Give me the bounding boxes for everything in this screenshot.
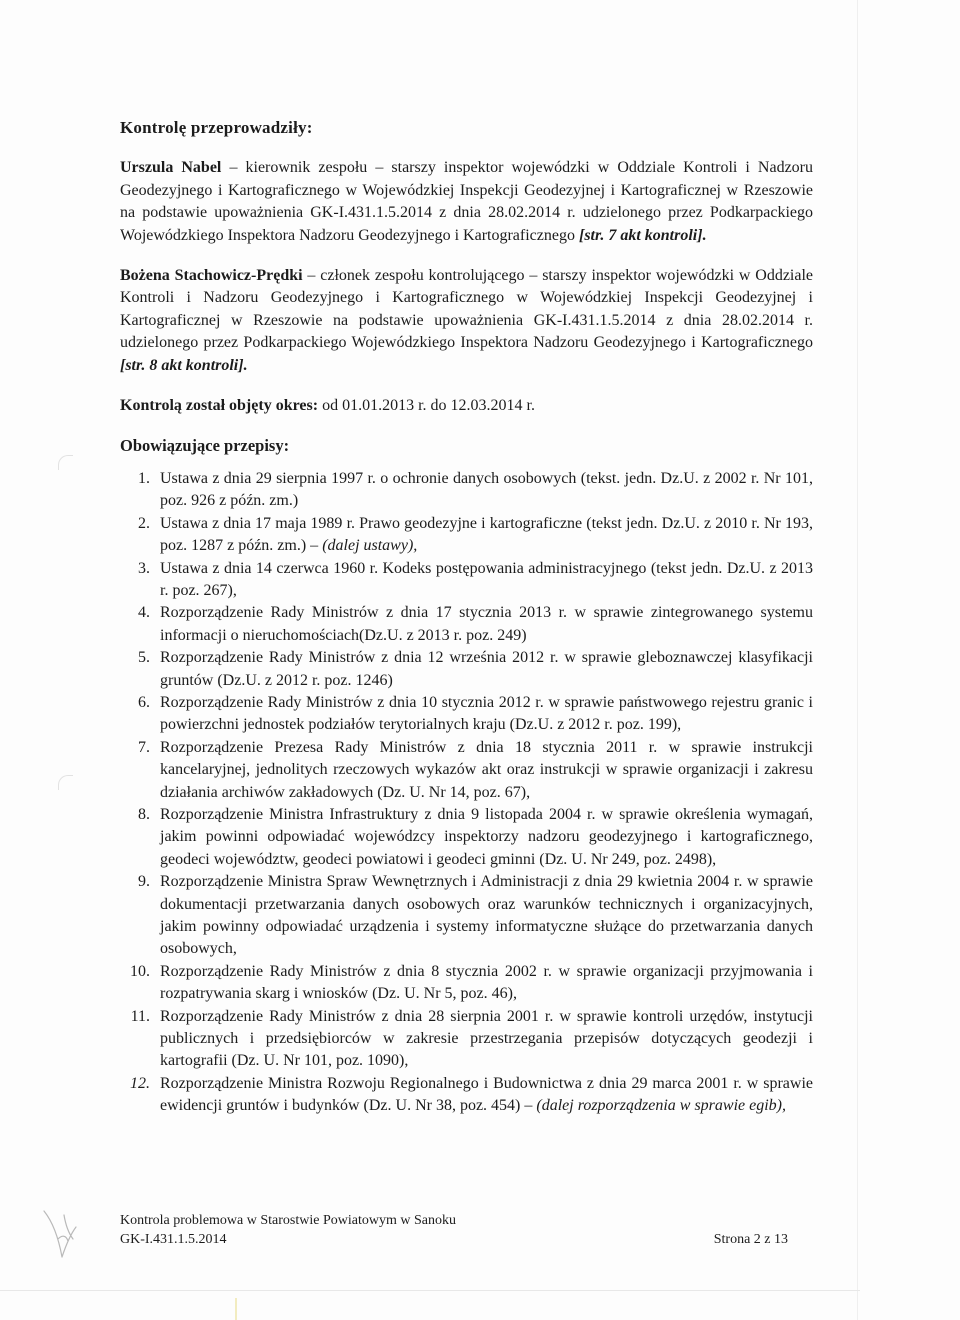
footer-title: Kontrola problemowa w Starostwie Powiatowym w Sanoku — [120, 1213, 456, 1228]
list-item — [120, 804, 813, 871]
margin-mark — [58, 775, 73, 790]
list-item-text: Rozporządzenie Rady Ministrów z dnia 12 września 2012 r. w sprawie gleboznawczej klasyfikacji gruntów (Dz.U. z 2012 r. poz. 1246) — [160, 649, 813, 689]
document-body — [120, 117, 813, 1118]
list-item-text: Rozporządzenie Rady Ministrów z dnia 17 stycznia 2013 r. w sprawie zintegrowanego systemu informacji o nieruchomościach(Dz.U. z 2013 r. poz. 249) — [160, 604, 813, 644]
list-item — [120, 871, 813, 961]
inspector-description: – kierownik zespołu – starszy inspektor wojewódzki w Oddziale Kontroli i Nadzoru Geodezyjnego i Kartograficznego w Wojewódzkiej Inspekcji Geodezyjnej i Kartograficznej w Rzeszowie na podstawie upoważnienia GK-I.431.1.5.2014 z dnia 28.02.2014 r. udzielonego przez Podkarpackiego Wojewódzkiego Inspektora Nadzoru Geodezyjnego i Kartograficznego — [120, 159, 814, 244]
list-item-number: 2. — [138, 514, 150, 532]
scan-artifact — [235, 1298, 237, 1320]
inspector-paragraph — [120, 265, 813, 377]
list-item-number: 6. — [138, 693, 150, 711]
list-item — [120, 647, 813, 692]
file-reference: [str. 8 akt kontroli]. — [120, 356, 248, 374]
section-heading: Kontrolę przeprowadziły: — [120, 118, 313, 137]
list-item-number: 11. — [130, 1007, 150, 1025]
inspector-name: Urszula Nabel — [120, 159, 222, 177]
page-footer — [120, 1211, 788, 1249]
list-item-number: 3. — [138, 559, 150, 577]
list-item-number: 4. — [138, 604, 150, 622]
handwritten-initials-mark — [40, 1205, 80, 1265]
list-item-number: 5. — [138, 649, 150, 667]
list-item-text: Rozporządzenie Rady Ministrów z dnia 10 stycznia 2012 r. w sprawie państwowego rejestru granic i powierzchni jednostek podziałów terytorialnych kraju (Dz.U. z 2012 r. poz. 199), — [160, 693, 813, 734]
list-item — [120, 961, 813, 1006]
list-item — [120, 1006, 813, 1073]
scan-bottom-line — [0, 1290, 860, 1291]
scan-edge-line — [857, 0, 858, 1320]
list-item — [120, 468, 813, 513]
inspector-description: – członek zespołu kontrolującego – starszy inspektor wojewódzki w Oddziale Kontroli i Nadzoru Geodezyjnego i Kartograficznego w Wojewódzkiej Inspekcji Geodezyjnej i Kartograficznej w Rzeszowie na podstawie upoważnienia GK-I.431.1.5.2014 z dnia 28.02.2014 r. udzielonego przez Podkarpackiego Wojewódzkiego Inspektora Nadzoru Geodezyjnego i Kartograficznego — [120, 267, 814, 352]
list-item — [120, 602, 813, 647]
list-item-text: Ustawa z dnia 17 maja 1989 r. Prawo geodezyjne i kartograficzne (tekst jedn. Dz.U. z 2010 r. Nr 193, poz. 1287 z późn. zm.) – — [160, 514, 813, 555]
footer-case-number: GK-I.431.1.5.2014 — [120, 1232, 227, 1247]
list-item-text: Rozporządzenie Rady Ministrów z dnia 8 stycznia 2002 r. w sprawie organizacji przyjmowania i rozpatrywania skarg i wniosków (Dz. U. Nr 5, poz. 46), — [160, 962, 813, 1003]
list-item-number: 10. — [130, 962, 150, 980]
list-item-number: 7. — [138, 738, 150, 756]
list-item-number: 8. — [138, 805, 150, 823]
list-item-alias: (dalej rozporządzenia w sprawie egib), — [536, 1097, 786, 1115]
control-period-label: Kontrolą został objęty okres: — [120, 397, 319, 415]
regulations-list — [120, 468, 813, 1118]
list-item — [120, 558, 813, 603]
control-period-value: od 01.01.2013 r. do 12.03.2014 r. — [318, 397, 535, 415]
list-item-number: 1. — [138, 469, 150, 487]
inspector-name: Bożena Stachowicz-Prędki — [120, 267, 303, 285]
list-item-alias: (dalej ustawy), — [322, 537, 418, 555]
file-reference: [str. 7 akt kontroli]. — [578, 226, 707, 244]
list-item-text: Rozporządzenie Ministra Spraw Wewnętrznych i Administracji z dnia 29 kwietnia 2004 r. w sprawie dokumentacji przetwarzania danych osobowych oraz warunków technicznych i organizacyjnych, jakim powinny odpowiadać urządzenia i systemy informatyczne służące do przetwarzania danych osobowych, — [160, 873, 813, 958]
list-item-number: 12. — [130, 1074, 150, 1092]
list-item — [120, 513, 813, 558]
list-item-text: Rozporządzenie Ministra Rozwoju Regionalnego i Budownictwa z dnia 29 marca 2001 r. w sprawie ewidencji gruntów i budynków (Dz. U. Nr 38, poz. 454) – — [160, 1074, 813, 1115]
inspector-paragraph — [120, 157, 813, 247]
list-item-text: Rozporządzenie Prezesa Rady Ministrów z dnia 18 stycznia 2011 r. w sprawie instrukcji kancelaryjnej, jednolitych rzeczowych wykazów akt oraz instrukcji w sprawie organizacji i zakresu działania archiwów zakładowych (Dz. U. Nr 14, poz. 67), — [160, 738, 813, 801]
list-item — [120, 1073, 813, 1118]
list-item-text: Rozporządzenie Ministra Infrastruktury z dnia 9 listopada 2004 r. w sprawie określenia wymagań, jakim powinni odpowiadać wojewódzcy inspektorzy nadzoru geodezyjnego i kartograficznego, geodeci województw, geodeci powiatowi i geodeci gminni (Dz. U. Nr 249, poz. 2498), — [160, 805, 813, 868]
list-item — [120, 737, 813, 804]
regulations-heading: Obowiązujące przepisy: — [120, 436, 290, 456]
control-period — [120, 395, 813, 417]
list-item-text: Ustawa z dnia 14 czerwca 1960 r. Kodeks postępowania administracyjnego (tekst jedn. Dz.U. z 2013 r. poz. 267), — [160, 559, 813, 599]
list-item-text: Rozporządzenie Rady Ministrów z dnia 28 sierpnia 2001 r. w sprawie kontroli urzędów, instytucji publicznych i przedsiębiorców w zakresie przestrzegania przepisów dotyczących geodezji i kartografii (Dz. U. Nr 101, poz. 1090), — [160, 1007, 813, 1070]
margin-mark — [58, 455, 73, 470]
page-number: Strona 2 z 13 — [713, 1232, 788, 1247]
list-item-number: 9. — [138, 873, 150, 891]
list-item-text: Ustawa z dnia 29 sierpnia 1997 r. o ochronie danych osobowych (tekst. jedn. Dz.U. z 2002 r. Nr 101, poz. 926 z późn. zm.) — [160, 469, 813, 510]
list-item — [120, 692, 813, 737]
